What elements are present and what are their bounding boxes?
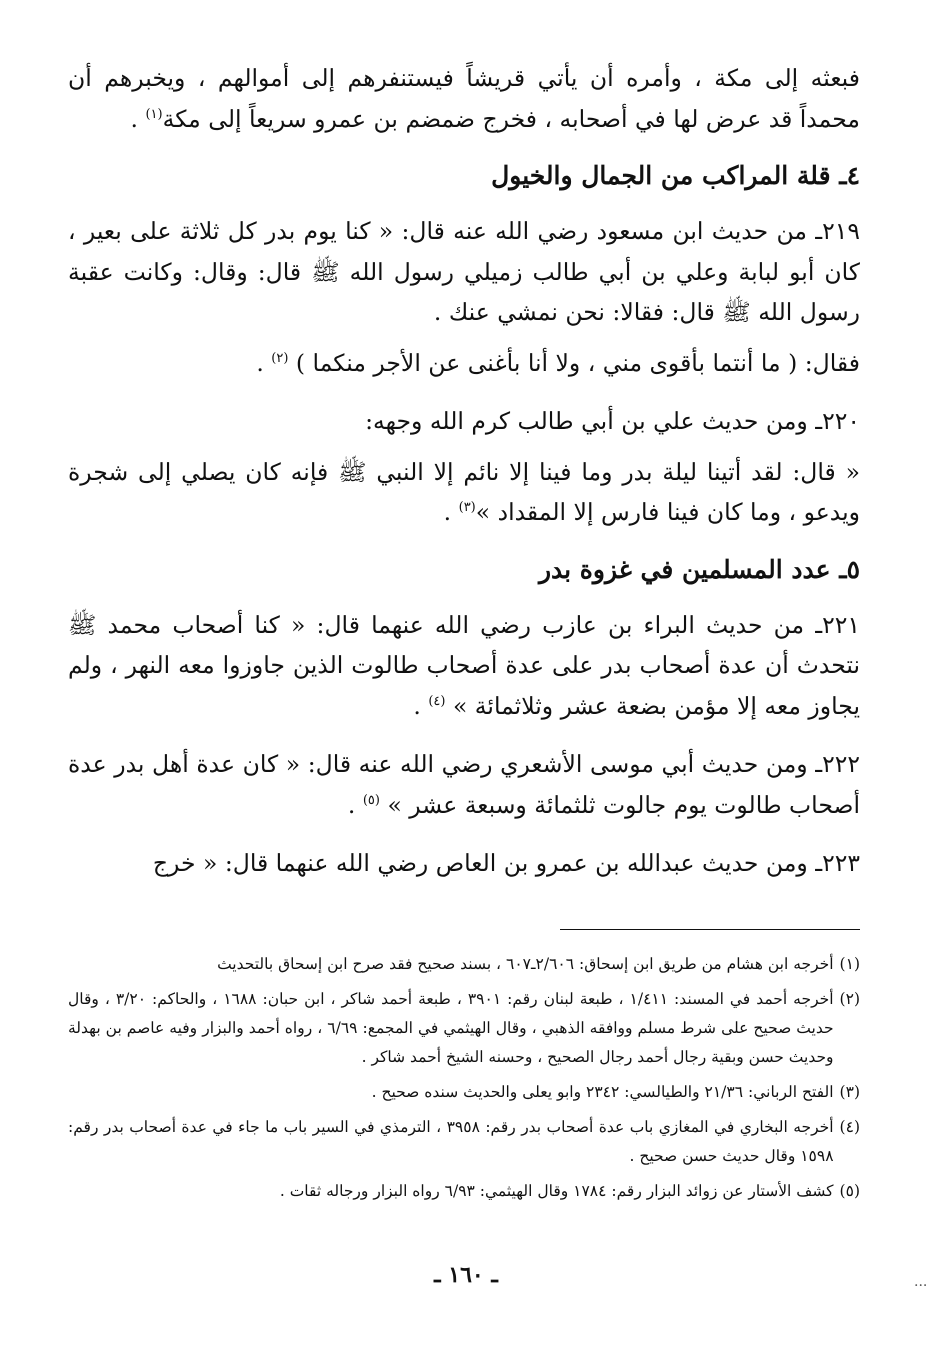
margin-mark: ... (914, 1274, 928, 1290)
footnote-ref[interactable]: (١) (145, 106, 163, 122)
paragraph-tail: . (256, 348, 272, 377)
paragraph-text: ٢٢١ـ من حديث البراء بن عازب رضي الله عنهما قال: « كنا أصحاب محمد ﷺ نتحدث أن عدة أصحاب بدر على عدة أصحاب طالوت الذين جاوزوا معه النهر ، ولم يجاوز معه إلا مؤمن بضعة عشر وثلاثمائة » (68, 610, 860, 720)
paragraph-tail: . (130, 104, 146, 133)
section-heading-5: ٥ـ عدد المسلمين في غزوة بدر (538, 554, 860, 584)
footnote-text: أخرجه ابن هشام من طريق ابن إسحاق: ٢/٦٠٦ـ٦٠٧ ، بسند صحيح فقد صرح ابن إسحاق بالتحديث (217, 955, 834, 973)
footnote-ref[interactable]: (٣) (458, 500, 476, 516)
footnote-number: (٣) (839, 1083, 860, 1101)
hadith-222 (68, 744, 860, 825)
hadith-223 (68, 843, 860, 884)
paragraph-text: ٢١٩ـ من حديث ابن مسعود رضي الله عنه قال: « كنا يوم بدر كل ثلاثة على بعير ، كان أبو لبابة وعلي بن أبي طالب زميلي رسول الله ﷺ قال: وقال: وكانت عقبة رسول الله ﷺ قال: فقالا: نحن نمشي عنك . (68, 217, 860, 326)
footnote-number: (١) (839, 955, 860, 973)
main-text (68, 58, 860, 902)
footnote-text: أخرجه البخاري في المغازي باب عدة أصحاب بدر رقم: ٣٩٥٨ ، الترمذي في السير باب ما جاء في عدة أصحاب بدر رقم: ١٥٩٨ وقال حديث حسن صحيح . (68, 1118, 834, 1165)
footnote-text: كشف الأستار عن زوائد البزار رقم: ١٧٨٤ وقال الهيثمي: ٦/٩٣ رواه البزار ورجاله ثقات . (279, 1182, 834, 1200)
footnote-ref[interactable]: (٢) (271, 350, 289, 366)
footnote-2 (68, 985, 860, 1072)
footnote-ref[interactable]: (٥) (362, 792, 380, 808)
footnote-text: أخرجه أحمد في المسند: ١/٤١١ ، طبعة لبنان رقم: ٣٩٠١ ، طبعة أحمد شاكر ، ابن حبان: ١٦٨٨ ، والحاكم: ٣/٢٠ ، وقال حديث صحيح على شرط مسلم ووافقه الذهبي ، وقال الهيثمي في المجمع: ٦/٦٩ ، رواه أحمد والبزار وفيه عاصم بن بهدلة وحديث حسن وبقية رجال أحمد رجال الصحيح ، وحسنه الشيخ أحمد شاكر . (68, 990, 834, 1066)
hadith-221 (68, 605, 860, 727)
footnotes (68, 950, 860, 1212)
footnote-divider (560, 929, 860, 930)
footnote-3 (68, 1078, 860, 1107)
footnote-number: (٤) (839, 1118, 860, 1136)
hadith-219-saying (68, 343, 860, 384)
paragraph-continuation (68, 58, 860, 139)
footnote-4 (68, 1113, 860, 1171)
footnote-text: الفتح الرباني: ٢١/٣٦ والطيالسي: ٢٣٤٢ وابو يعلى والحديث سنده صحيح . (371, 1083, 834, 1101)
section-heading-4: ٤ـ قلة المراكب من الجمال والخيول (491, 161, 860, 190)
footnote-5 (68, 1177, 860, 1206)
footnote-1 (68, 950, 860, 979)
paragraph-text: ٢٢٠ـ ومن حديث علي بن أبي طالب كرم الله وجهه: (365, 407, 860, 435)
hadith-220 (68, 401, 860, 442)
paragraph-tail: . (413, 691, 429, 720)
paragraph-text: ٢٢٢ـ ومن حديث أبي موسى الأشعري رضي الله عنه قال: « كان عدة أهل بدر عدة أصحاب طالوت يوم جالوت ثلثمائة وسبعة عشر » (68, 750, 860, 819)
footnote-number: (٢) (839, 990, 860, 1008)
paragraph-tail: . (347, 790, 363, 819)
footnote-ref[interactable]: (٤) (428, 693, 446, 709)
paragraph-tail: . (443, 498, 459, 526)
paragraph-text: ٢٢٣ـ ومن حديث عبدالله بن عمرو بن العاص رضي الله عنهما قال: « خرج (152, 849, 860, 877)
paragraph-text: « قال: لقد أتينا ليلة بدر وما فينا إلا نائم إلا النبي ﷺ فإنه كان يصلي إلى شجرة ويدعو ، وما كان فينا فارس إلا المقداد » (68, 457, 860, 526)
paragraph-text: فبعثه إلى مكة ، وأمره أن يأتي قريشاً فيستنفرهم إلى أموالهم ، ويخبرهم أن محمداً قد عرض لها في أصحابه ، فخرج ضمضم بن عمرو سريعاً إلى مكة (68, 64, 860, 133)
paragraph-text: فقال: ( ما أنتما بأقوى مني ، ولا أنا بأغنى عن الأجر منكما ) (295, 348, 860, 377)
page-number: ـ ١٦٠ ـ (434, 1262, 498, 1288)
footnote-number: (٥) (839, 1182, 860, 1200)
hadith-220-text (68, 452, 860, 533)
hadith-219 (68, 211, 860, 333)
